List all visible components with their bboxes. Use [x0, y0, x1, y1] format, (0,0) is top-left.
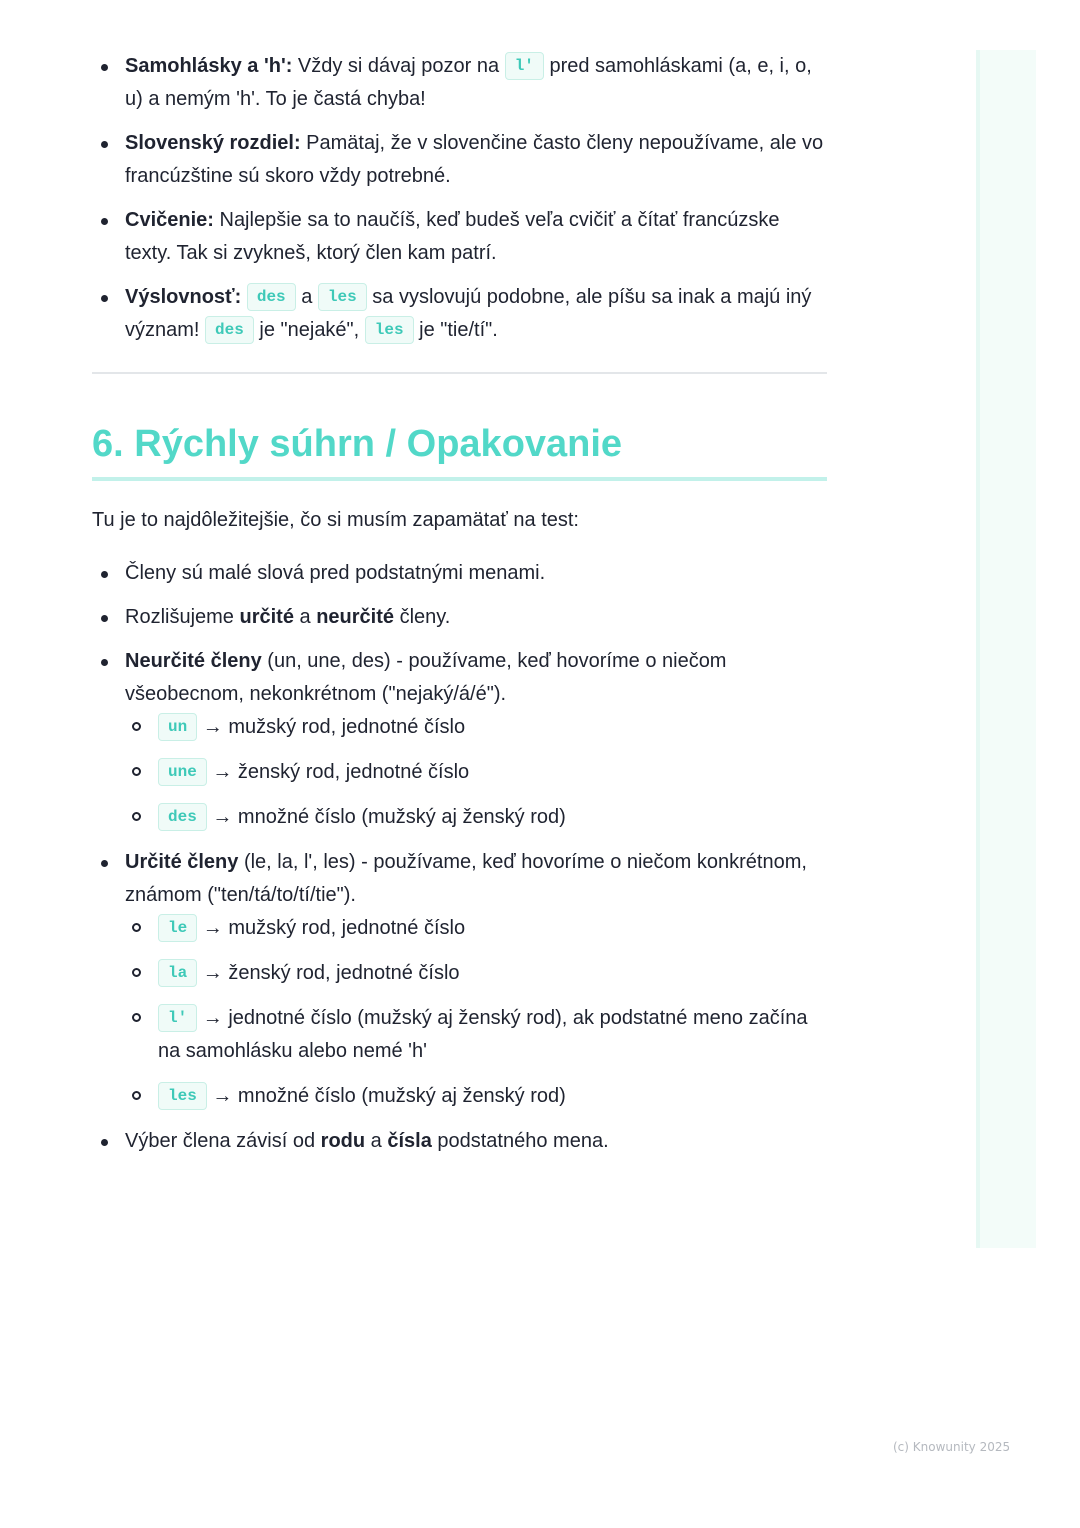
code-snippet: des: [247, 283, 296, 311]
sub-list-item: la → ženský rod, jednotné číslo: [125, 957, 827, 990]
list-item: Výslovnosť: des a les sa vyslovujú podobne, ale píšu sa inak a majú iný význam! des je "nejaké", les je "tie/tí".: [92, 281, 827, 347]
code-snippet: les: [158, 1082, 207, 1110]
list-item: Cvičenie: Najlepšie sa to naučíš, keď budeš veľa cvičiť a čítať francúzske texty. Tak si zvykneš, ktorý člen kam patrí.: [92, 204, 827, 270]
definite-articles-list: [125, 912, 827, 1113]
section-intro: Tu je to najdôležitejšie, čo si musím zapamätať na test:: [92, 509, 579, 531]
code-snippet: des: [158, 803, 207, 831]
list-item: Členy sú malé slová pred podstatnými menami.: [92, 557, 827, 590]
code-snippet: le: [158, 914, 197, 942]
sub-list-item: l' → jednotné číslo (mužský aj ženský rod), ak podstatné meno začína na samohlásku alebo nemé 'h': [125, 1002, 827, 1068]
tips-list: [92, 50, 827, 347]
code-snippet: une: [158, 758, 207, 786]
sub-list-item: les → množné číslo (mužský aj ženský rod): [125, 1080, 827, 1113]
code-snippet: des: [205, 316, 254, 344]
code-snippet: un: [158, 713, 197, 741]
code-snippet: l': [158, 1004, 197, 1032]
copyright-footer: (c) Knowunity 2025: [893, 1440, 1011, 1454]
sub-list-item: un → mužský rod, jednotné číslo: [125, 711, 827, 744]
section-heading: 6. Rýchly súhrn / Opakovanie: [92, 419, 827, 481]
sub-list-item: le → mužský rod, jednotné číslo: [125, 912, 827, 945]
summary-list: [92, 557, 827, 1158]
code-snippet: les: [318, 283, 367, 311]
list-item: Výber člena závisí od rodu a čísla podstatného mena.: [92, 1125, 827, 1158]
indefinite-articles-list: [125, 711, 827, 834]
list-item: Určité členy (le, la, l', les) - používame, keď hovoríme o niečom konkrétnom, známom ("ten/tá/to/tí/tie"). le → mužský rod, jednotné číslo la → ženský rod, jednotné číslo l' → jednotné číslo (mužský aj ženský rod), ak podstatné meno začína na samohlásku alebo nemé 'h' les → množné číslo (mužský aj ženský rod): [92, 846, 827, 1113]
list-item: Samohlásky a 'h': Vždy si dávaj pozor na l' pred samohláskami (a, e, i, o, u) a nemým 'h'. To je častá chyba!: [92, 50, 827, 116]
side-panel: [976, 50, 1036, 1248]
sub-list-item: une → ženský rod, jednotné číslo: [125, 756, 827, 789]
list-item: Slovenský rozdiel: Pamätaj, že v slovenčine často členy nepoužívame, ale vo francúzštine sú skoro vždy potrebné.: [92, 127, 827, 193]
code-snippet: l': [505, 52, 544, 80]
list-item: Rozlišujeme určité a neurčité členy.: [92, 601, 827, 634]
document-body: [92, 50, 827, 1169]
code-snippet: la: [158, 959, 197, 987]
code-snippet: les: [365, 316, 414, 344]
divider: [92, 372, 827, 374]
sub-list-item: des → množné číslo (mužský aj ženský rod): [125, 801, 827, 834]
list-item: Neurčité členy (un, une, des) - používame, keď hovoríme o niečom všeobecnom, nekonkrétnom ("nejaký/á/é"). un → mužský rod, jednotné číslo une → ženský rod, jednotné číslo des → množné číslo (mužský aj ženský rod): [92, 645, 827, 834]
